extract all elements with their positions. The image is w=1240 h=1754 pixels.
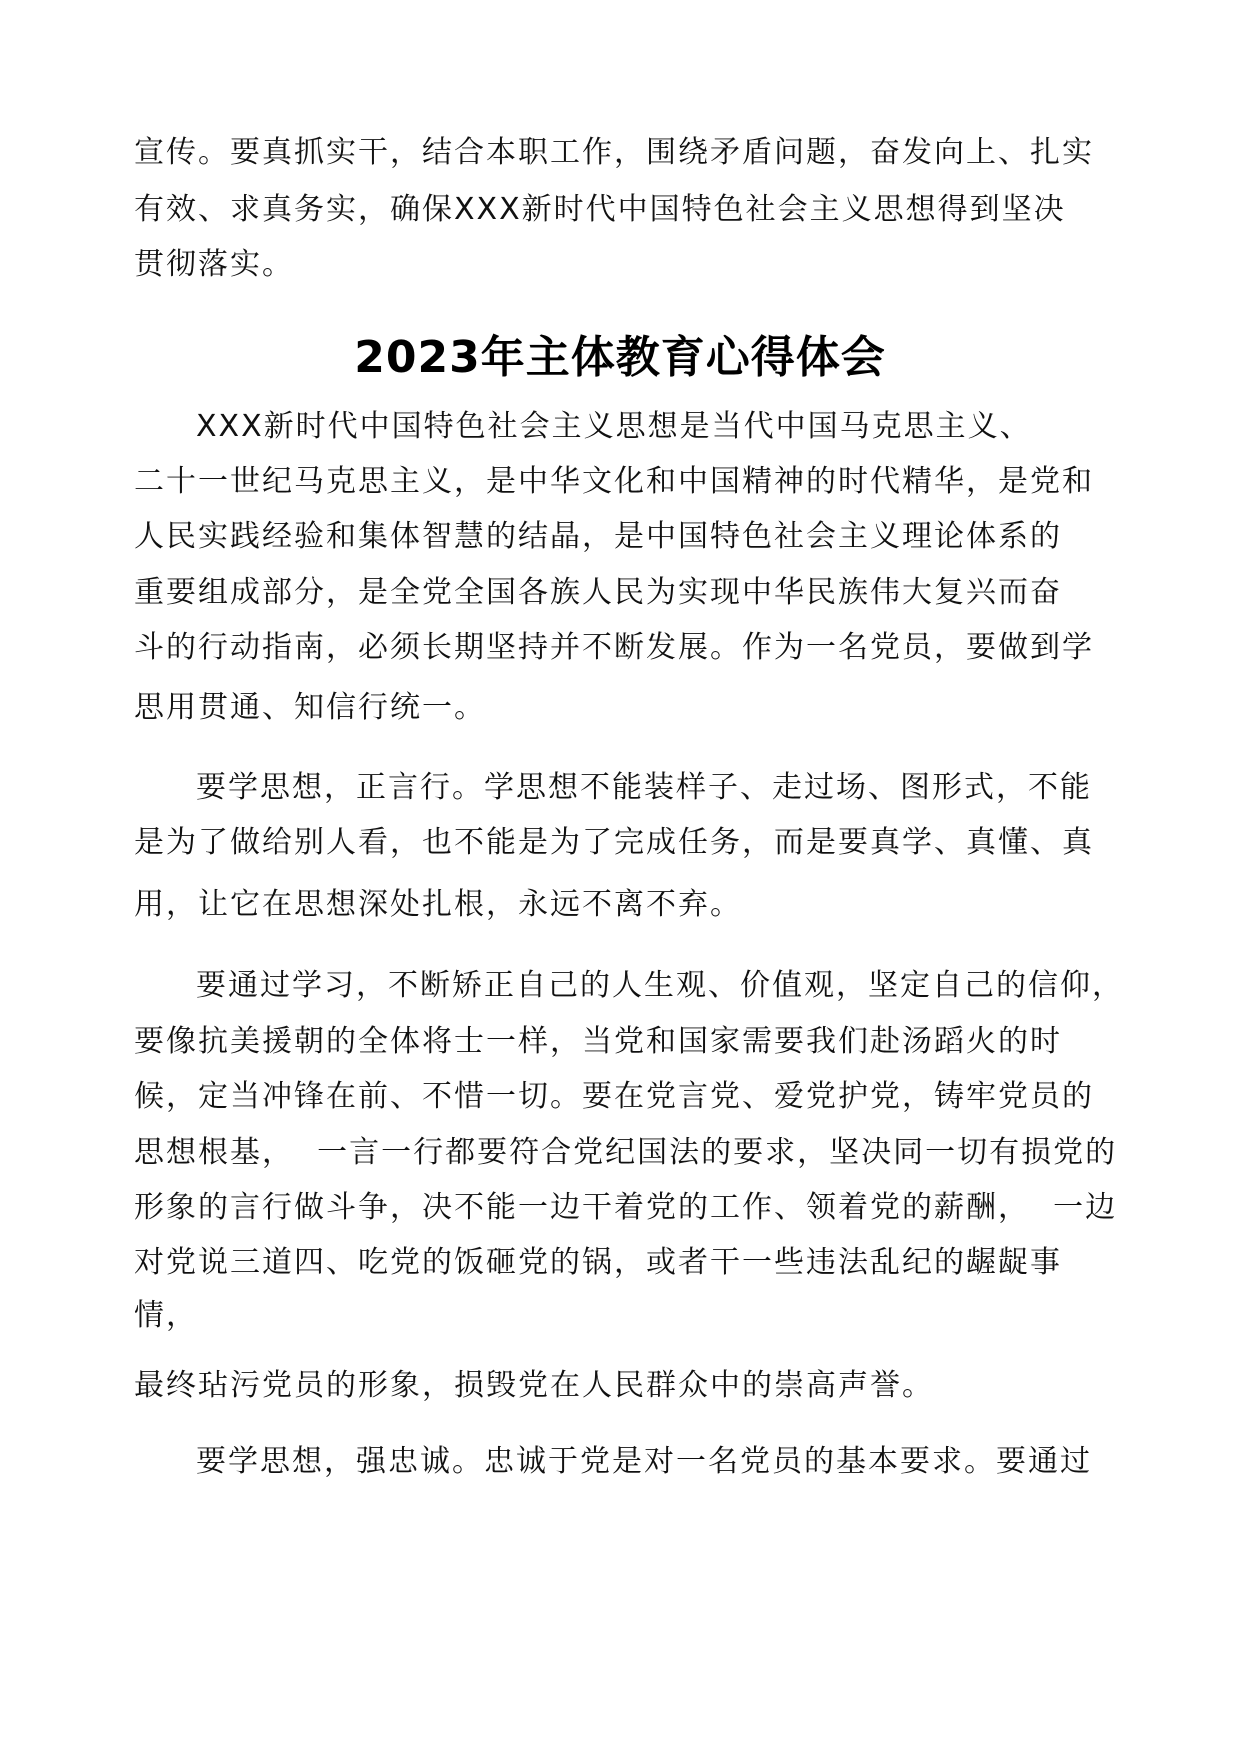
intro-line-2: 有效、求真务实，确保XXX新时代中国特色社会主义思想得到坚决 [134, 192, 1066, 227]
paragraph-3-line-7: 情， [134, 1298, 198, 1333]
paragraph-1-line-3: 人民实践经验和集体智慧的结晶，是中国特色社会主义理论体系的 [134, 519, 1062, 554]
paragraph-3-line-5: 形象的言行做斗争，决不能一边干着党的工作、领着党的薪酬， 一边 [134, 1190, 1118, 1225]
paragraph-1-line-5: 斗的行动指南，必须长期坚持并不断发展。作为一名党员，要做到学 [134, 630, 1094, 665]
paragraph-3-line-4: 思想根基， 一言一行都要符合党纪国法的要求，坚决同一切有损党的 [134, 1135, 1118, 1170]
paragraph-1-line-4: 重要组成部分，是全党全国各族人民为实现中华民族伟大复兴而奋 [134, 575, 1062, 610]
intro-line-1: 宣传。要真抓实干，结合本职工作，围绕矛盾问题，奋发向上、扎实 [134, 135, 1094, 170]
paragraph-3-line-8: 最终玷污党员的形象，损毁党在人民群众中的崇高声誉。 [134, 1368, 934, 1403]
paragraph-4-line-1: 要学思想，强忠诚。忠诚于党是对一名党员的基本要求。要通过 [196, 1444, 1092, 1479]
paragraph-2-line-3: 用，让它在思想深处扎根，永远不离不弃。 [134, 887, 742, 922]
paragraph-2-line-2: 是为了做给别人看，也不能是为了完成任务，而是要真学、真懂、真 [134, 825, 1094, 860]
paragraph-3-line-2: 要像抗美援朝的全体将士一样，当党和国家需要我们赴汤蹈火的时 [134, 1024, 1062, 1059]
paragraph-1-line-1: XXX新时代中国特色社会主义思想是当代中国马克思主义、 [196, 409, 1032, 444]
paragraph-3-line-6: 对党说三道四、吃党的饭砸党的锅，或者干一些违法乱纪的龌龊事 [134, 1245, 1062, 1280]
paragraph-1-line-6: 思用贯通、知信行统一。 [134, 690, 486, 725]
intro-line-3: 贯彻落实。 [134, 247, 294, 282]
document-title: 2023年主体教育心得体会 [354, 332, 886, 383]
paragraph-3-line-1: 要通过学习，不断矫正自己的人生观、价值观，坚定自己的信仰， [196, 968, 1124, 1003]
paragraph-2-line-1: 要学思想，正言行。学思想不能装样子、走过场、图形式，不能 [196, 770, 1092, 805]
paragraph-1-line-2: 二十一世纪马克思主义，是中华文化和中国精神的时代精华，是党和 [134, 464, 1094, 499]
paragraph-3-line-3: 候，定当冲锋在前、不惜一切。要在党言党、爱党护党，铸牢党员的 [134, 1079, 1094, 1114]
